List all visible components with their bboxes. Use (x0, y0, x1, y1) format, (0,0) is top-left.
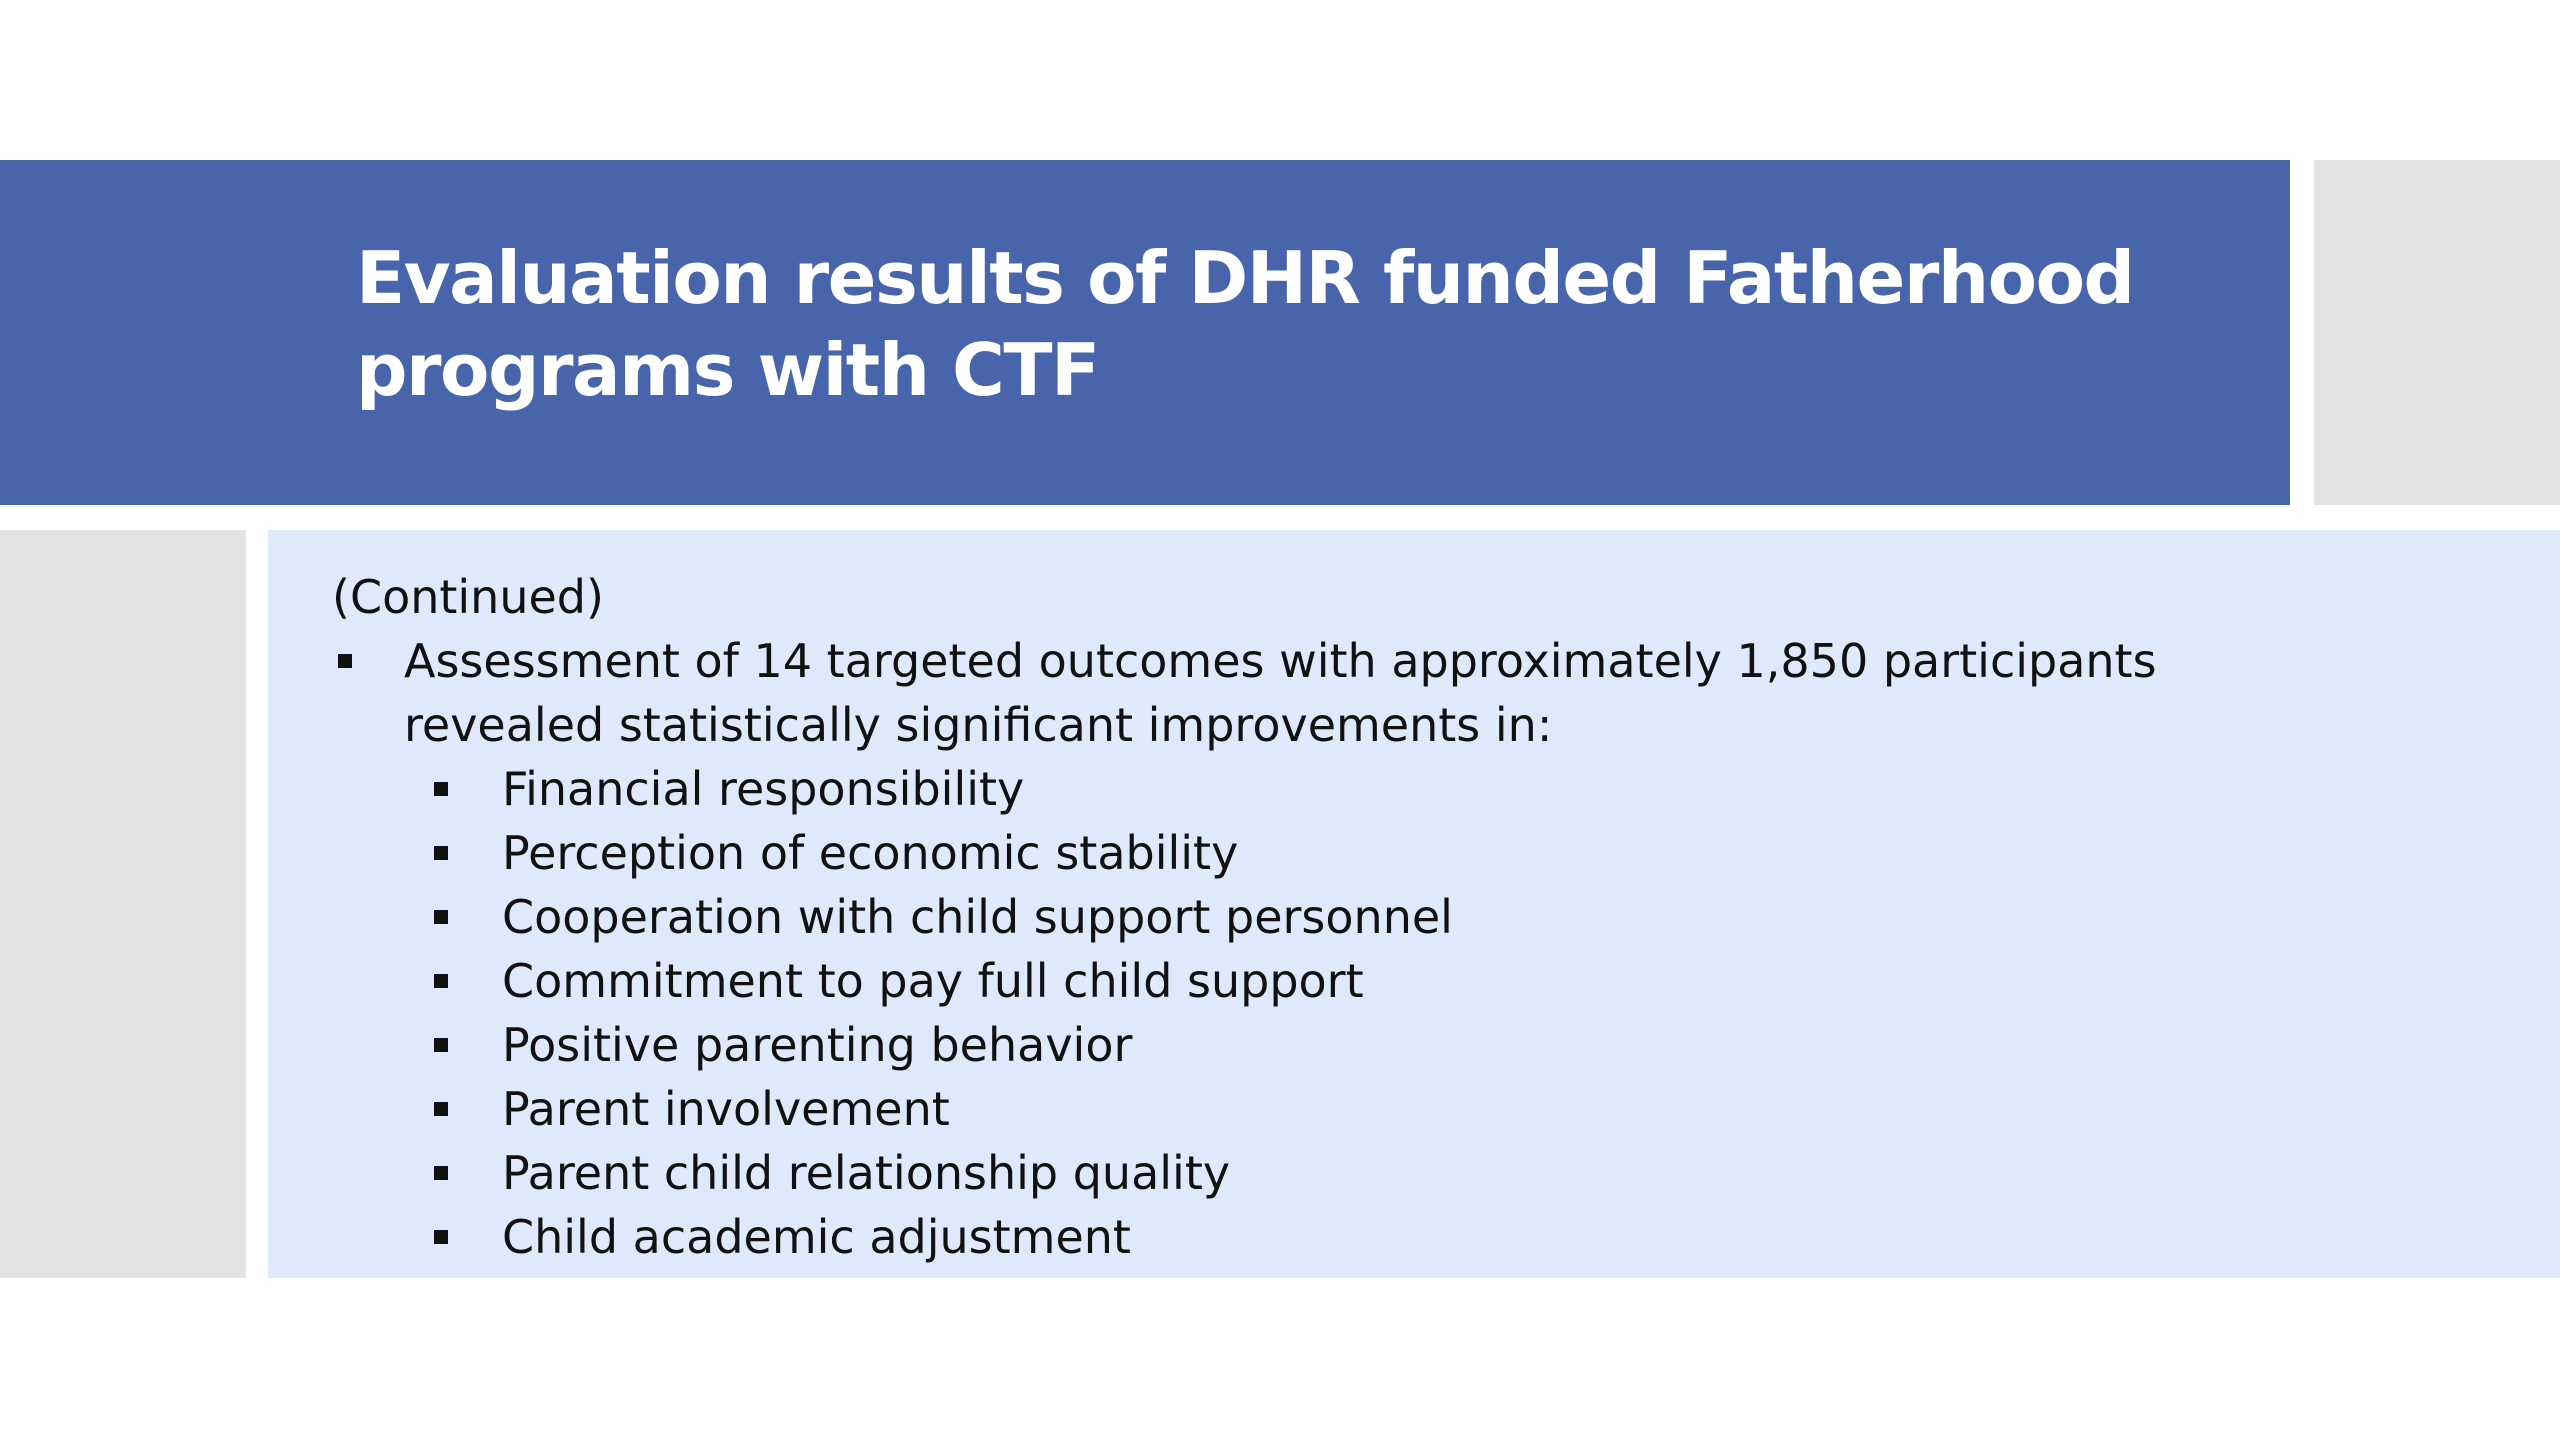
sub-bullet-text: Cooperation with child support personnel (502, 890, 1453, 944)
sub-bullet-text: Perception of economic stability (502, 826, 1239, 880)
main-bullet-text-line-2: revealed statistically significant improvements in: (404, 698, 1553, 752)
main-bullet-text-line-1: Assessment of 14 targeted outcomes with approximately 1,850 participants (404, 634, 2157, 688)
slide-body (332, 565, 2482, 1269)
sub-bullet-text: Financial responsibility (502, 762, 1025, 816)
sub-bullet-text: Parent involvement (502, 1082, 950, 1136)
continued-label: (Continued) (332, 570, 604, 624)
decorative-gray-block-left (0, 530, 246, 1278)
sub-bullet-text: Commitment to pay full child support (502, 954, 1364, 1008)
main-bullet-continuation (332, 693, 2482, 757)
sub-bullet (332, 1077, 2482, 1141)
slide-title-line-1: Evaluation results of DHR funded Fatherhood (356, 236, 2134, 320)
sub-bullet-text: Positive parenting behavior (502, 1018, 1133, 1072)
sub-bullet (332, 949, 2482, 1013)
sub-bullet (332, 821, 2482, 885)
slide-title (356, 232, 2256, 416)
sub-bullet-text: Parent child relationship quality (502, 1146, 1231, 1200)
sub-bullet (332, 1141, 2482, 1205)
square-bullet-icon (434, 1102, 448, 1116)
slide-title-line-2: programs with CTF (356, 328, 1099, 412)
square-bullet-icon (434, 1230, 448, 1244)
square-bullet-icon (434, 1038, 448, 1052)
square-bullet-icon (434, 1166, 448, 1180)
square-bullet-icon (434, 974, 448, 988)
sub-bullet (332, 757, 2482, 821)
decorative-gray-block-top-right (2314, 160, 2560, 505)
sub-bullet-text: Child academic adjustment (502, 1210, 1131, 1264)
sub-bullet (332, 1013, 2482, 1077)
main-bullet (332, 629, 2482, 693)
square-bullet-icon (434, 782, 448, 796)
sub-bullet (332, 885, 2482, 949)
square-bullet-icon (434, 846, 448, 860)
square-bullet-icon (338, 654, 352, 668)
sub-bullet (332, 1205, 2482, 1269)
square-bullet-icon (434, 910, 448, 924)
